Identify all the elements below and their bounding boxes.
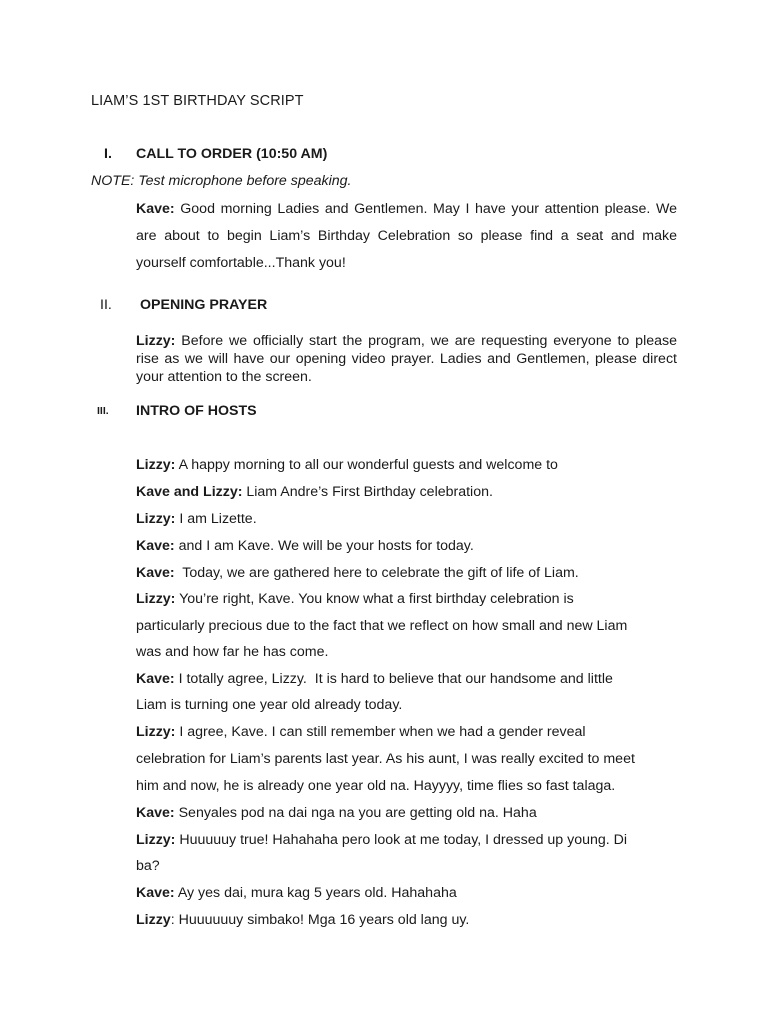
- dialogue-text: ba?: [136, 858, 160, 874]
- dialogue-text: was and how far he has come.: [136, 644, 329, 660]
- section-3-number: III.: [97, 405, 109, 417]
- dialogue-text: : Huuuuuuy simbako! Mga 16 years old lang uy.: [170, 912, 470, 928]
- dialogue-line: [136, 484, 677, 500]
- paragraph-text: Good morning Ladies and Gentlemen. May I have your attention please. We are about to begin Liam’s Birthday Celebration so please find a seat and make yourself comfortable...Thank you!: [136, 201, 677, 271]
- speaker-label: Lizzy: [136, 912, 171, 928]
- dialogue-text: I totally agree, Lizzy. It is hard to believe that our handsome and little: [174, 671, 613, 687]
- section-2-paragraph: [136, 332, 677, 386]
- dialogue-line: [136, 858, 677, 874]
- dialogue-text: particularly precious due to the fact that we reflect on how small and new Liam: [136, 618, 628, 634]
- speaker-label: Kave:: [136, 805, 175, 821]
- dialogue-line: [136, 724, 677, 740]
- speaker-label: Kave:: [136, 671, 175, 687]
- section-3-heading: INTRO OF HOSTS: [136, 403, 257, 419]
- dialogue-line: [136, 671, 677, 687]
- dialogue-text: Liam Andre’s First Birthday celebration.: [242, 484, 493, 500]
- document-title: LIAM’S 1ST BIRTHDAY SCRIPT: [91, 93, 304, 109]
- dialogue-line: [136, 805, 677, 821]
- speaker-label: Lizzy:: [136, 724, 176, 740]
- dialogue-text: Liam is turning one year old already today.: [136, 697, 403, 713]
- dialogue-text: Huuuuuy true! Hahahaha pero look at me today, I dressed up young. Di: [175, 832, 628, 848]
- dialogue-line: [136, 885, 677, 901]
- dialogue-line: [136, 751, 677, 767]
- paragraph-text: Before we officially start the program, we are requesting everyone to please rise as we will have our opening video prayer. Ladies and Gentlemen, please direct your attention to the screen.: [136, 333, 677, 385]
- speaker-label: Kave:: [136, 565, 175, 581]
- section-2-heading: OPENING PRAYER: [140, 297, 268, 313]
- speaker-label: Kave:: [136, 538, 175, 554]
- dialogue-text: You’re right, Kave. You know what a first birthday celebration is: [175, 591, 574, 607]
- dialogue-text: him and now, he is already one year old na. Hayyyy, time flies so fast talaga.: [136, 778, 616, 794]
- dialogue-text: celebration for Liam’s parents last year. As his aunt, I was really excited to meet: [136, 751, 635, 767]
- dialogue-line: [136, 697, 677, 713]
- speaker-label: Lizzy:: [136, 511, 176, 527]
- dialogue-line: [136, 832, 677, 848]
- section-1-paragraph: [136, 196, 677, 277]
- note-text: NOTE: Test microphone before speaking.: [91, 173, 352, 189]
- dialogue-line: [136, 618, 677, 634]
- dialogue-line: [136, 778, 677, 794]
- dialogue-line: [136, 644, 677, 660]
- speaker-label: Kave:: [136, 885, 175, 901]
- dialogue-line: [136, 538, 677, 554]
- dialogue-text: I am Lizette.: [175, 511, 257, 527]
- speaker-label: Lizzy:: [136, 832, 176, 848]
- section-1-heading: CALL TO ORDER (10:50 AM): [136, 146, 328, 162]
- dialogue-line: [136, 457, 677, 473]
- dialogue-line: [136, 511, 677, 527]
- section-1-number: I.: [104, 146, 112, 162]
- speaker-label: Kave and Lizzy:: [136, 484, 243, 500]
- dialogue-text: I agree, Kave. I can still remember when we had a gender reveal: [175, 724, 586, 740]
- speaker-label: Lizzy:: [136, 457, 176, 473]
- dialogue-text: Senyales pod na dai nga na you are getting old na. Haha: [174, 805, 537, 821]
- dialogue-text: A happy morning to all our wonderful guests and welcome to: [175, 457, 558, 473]
- dialogue-text: and I am Kave. We will be your hosts for today.: [174, 538, 474, 554]
- dialogue-text: Today, we are gathered here to celebrate the gift of life of Liam.: [174, 565, 579, 581]
- dialogue-text: Ay yes dai, mura kag 5 years old. Hahahaha: [174, 885, 457, 901]
- dialogue-line: [136, 912, 677, 928]
- dialogue-line: [136, 591, 677, 607]
- speaker-label: Kave:: [136, 201, 175, 217]
- section-2-number: II.: [100, 297, 112, 313]
- speaker-label: Lizzy:: [136, 591, 176, 607]
- speaker-label: Lizzy:: [136, 333, 176, 349]
- dialogue-line: [136, 565, 677, 581]
